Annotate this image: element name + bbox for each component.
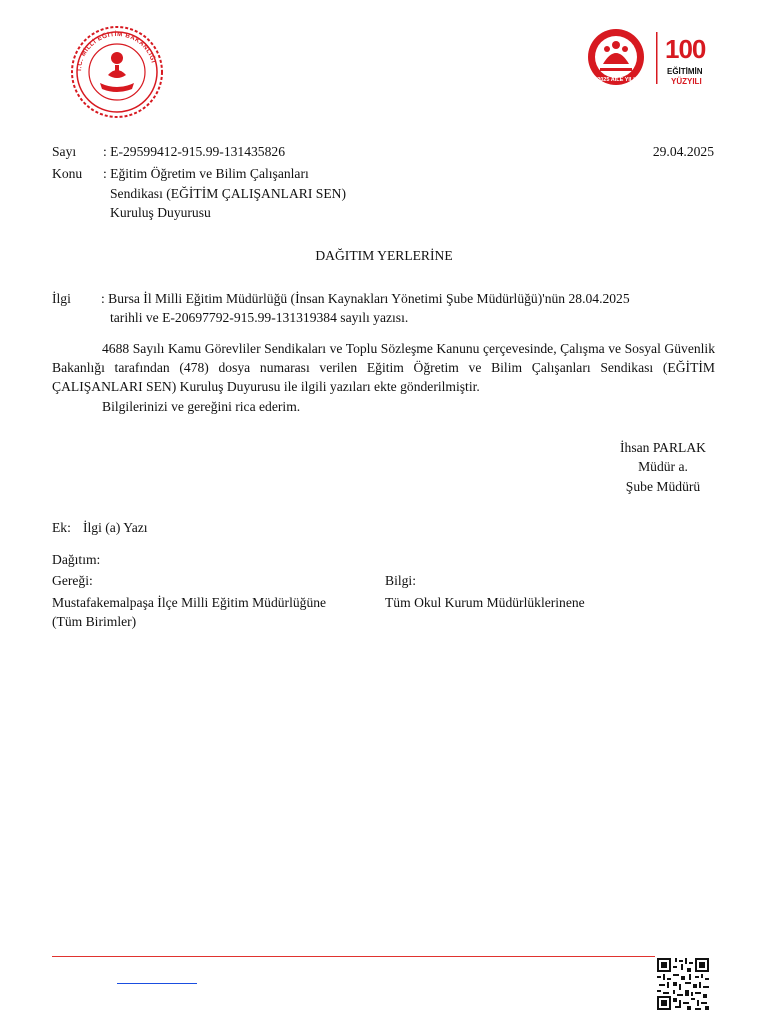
sayi-label: Sayı: [52, 144, 77, 159]
seal-ring-text: T.C. MİLLİ EĞİTİM BAKANLIĞI: [75, 30, 157, 73]
distribution-title: Dağıtım:: [52, 552, 101, 567]
emblem-text: 2025 AİLE YILI: [597, 77, 635, 83]
konu-line-1: : Eğitim Öğretim ve Bilim Çalışanları: [103, 166, 309, 181]
gereği-line-1: Mustafakemalpaşa İlçe Milli Eğitim Müdürlüğüne: [52, 595, 327, 610]
attachment-value: İlgi (a) Yazı: [83, 520, 148, 535]
ilgi-line-2: tarihli ve E-20697792-915.99-131319384 sayılı yazısı.: [110, 310, 409, 325]
footer-divider: [52, 956, 655, 957]
konu-line-2: Sendikası (EĞİTİM ÇALIŞANLARI SEN): [110, 186, 346, 201]
ilgi-label: İlgi: [52, 291, 71, 306]
attachment-label: Ek:: [52, 520, 71, 535]
egitimin-text: EĞİTİMİN: [667, 67, 703, 76]
bilgi-label: Bilgi:: [385, 573, 416, 588]
konu-line-3: Kuruluş Duyurusu: [110, 205, 211, 220]
hundred-number: 100: [665, 34, 706, 64]
signature-title-2: Şube Müdürü: [625, 479, 701, 494]
ministry-seal-icon: [70, 25, 164, 119]
bilgi-line-1: Tüm Okul Kurum Müdürlüklerinene: [385, 595, 585, 610]
gereği-line-2: (Tüm Birimler): [52, 614, 137, 629]
document-date: 29.04.2025: [652, 144, 714, 159]
footer-link[interactable]: [117, 970, 197, 984]
aile-yili-logo: [585, 28, 715, 90]
aile-yili-emblem-icon: [588, 29, 644, 85]
body-paragraph-2: Bilgilerinizi ve gereğini rica ederim.: [102, 399, 301, 414]
yuzyili-text: YÜZYILI: [671, 77, 702, 86]
gereği-label: Gereği:: [52, 573, 93, 588]
qr-code-icon: [657, 958, 709, 1010]
addressee-heading: DAĞITIM YERLERİNE: [315, 248, 453, 263]
signature-name: İhsan PARLAK: [620, 440, 706, 455]
sayi-value: : E-29599412-915.99-131435826: [103, 144, 285, 159]
body-paragraph-1: 4688 Sayılı Kamu Görevliler Sendikaları ve Toplu Sözleşme Kanunu çerçevesinde, Çalışma ve Sosyal Güvenlik Bakanlığı tarafından (478) dosya numarası verilen Eğitim Öğretim ve Bilim Çalışanları Sendikası (EĞİTİM ÇALIŞANLARI SEN) Kuruluş Duyurusu ile ilgili yazıları ekte gönderilmiştir.: [52, 341, 715, 394]
konu-label: Konu: [52, 166, 83, 181]
signature-title-1: Müdür a.: [638, 459, 688, 474]
ilgi-line-1: : Bursa İl Milli Eğitim Müdürlüğü (İnsan Kaynakları Yönetimi Şube Müdürlüğü)'nün 28.04.2025: [101, 291, 630, 306]
